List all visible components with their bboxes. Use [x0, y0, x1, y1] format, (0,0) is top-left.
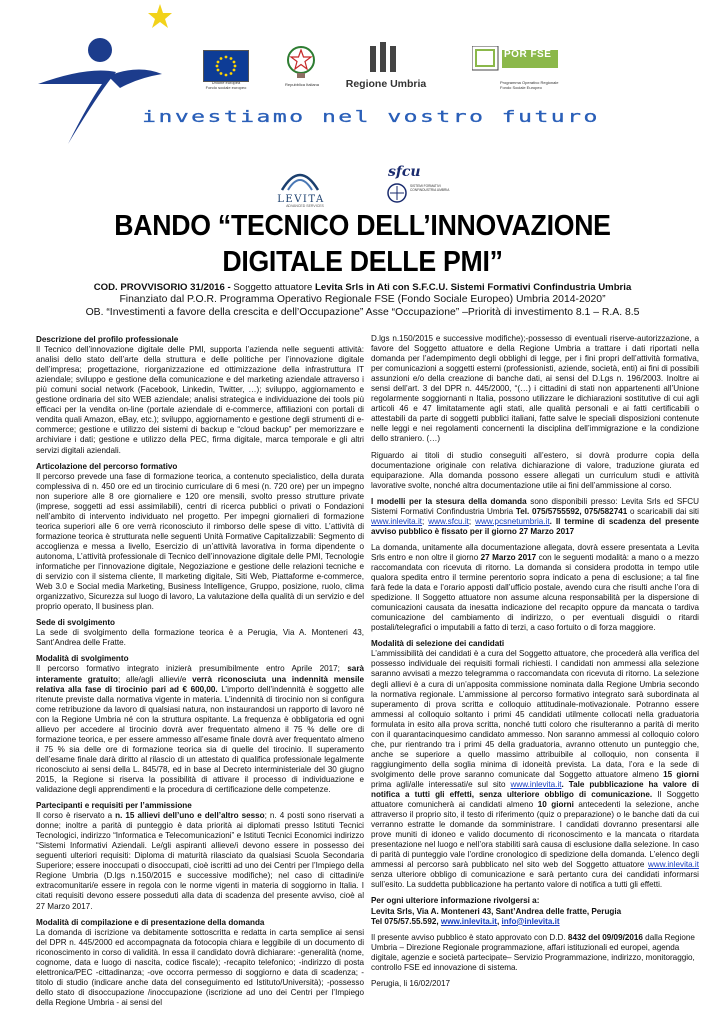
left-column	[36, 335, 364, 1014]
text-run: La domanda, unitamente alla documentazione allegata, dovrà essere presentata a Levita Srls entro e non oltre il giorno	[371, 542, 699, 562]
motto-text: investiamo nel vostro futuro	[142, 107, 600, 127]
sfcu-sub: SISTEMI FORMATIVI CONFINDUSTRIA UMBRIA	[410, 184, 450, 192]
text-run-bold: . Tale pubblicazione ha valore di notifica a tutti gli effetti, senza ulteriore obbligo di comunicazione.	[371, 779, 700, 800]
section-title: Modalità di svolgimento	[36, 654, 129, 664]
section-text: La sede di svolgimento della formazione teorica è a Perugia, Via A. Monteneri 43, Sant’Andrea delle Fratte.	[36, 628, 364, 648]
text-run: Il presente avviso pubblico è stato approvato con D.D.	[371, 932, 568, 942]
paragraph: Riguardo ai titoli di studio conseguiti all’estero, si dovrà produrre copia della documentazione originale con relativa dichiarazione di valore, traduzione giurata ed equiparazione. Alla domanda possono essere allegati un curriculum studi e attività lavorative svolte, nonché altra documentazione utile ai fini dell’ammissione al corso.	[371, 450, 699, 490]
link-inlevita[interactable]: www.inlevita.it	[440, 916, 498, 926]
project-code-line	[40, 282, 685, 294]
section-text	[36, 811, 364, 911]
text-run-bold: 8432 del 09/09/2016	[567, 932, 643, 942]
text-run-bold: Tel. 075/5755592, 075/582741	[515, 506, 628, 516]
section-title: Modalità di selezione dei candidati	[371, 639, 505, 649]
text-run-bold: verrà riconosciuta una indennità mensile relativa alla fase di tirocinio pari ad € 600,00.	[36, 674, 364, 694]
section-info	[371, 896, 699, 926]
text-run-bold: sarà interamente gratuito	[36, 664, 364, 684]
text-run-bold: 15 giorni	[663, 769, 699, 779]
link-sfcu[interactable]: www.sfcu.it	[428, 516, 469, 526]
section-profile	[36, 335, 364, 456]
section-title: Articolazione del percorso formativo	[36, 461, 178, 471]
region-name: Regione Umbria	[345, 78, 427, 90]
text-run: senza ulteriore obbligo di comunicazione e sarà pertanto cura dei candidati informarsi sull’esito. La suddetta pubblicazione ha pertanto valore di notifica a tutti gli effetti.	[371, 870, 699, 890]
paragraph: D.lgs n.150/2015 e successive modifiche);-possesso di eventuali riserve-autorizzazione, a favore del Soggetto attuatore e della Regione Umbria a trattare i dati riportati nella domanda per l’adempimento degli obblighi di legge, per i fini propri dell’attività formativa, per comunicazioni a soggetti esterni (professionisti, aziende, società, enti) ai fini di possibili assunzioni e/o della creazione di banche dati, ai sensi del D.Lgs n. 196/2003. Inoltre ai sensi dell’art. 3 del DPR n. 445/2000, “(…) i cittadini di stati non appartenenti all’Unione regolarmente soggiornanti n Italia, possono utilizzare le dichiarazioni sostitutive di cui agli articoli 46 e 47 limitatamente agli stati, alle qualità personali e ai fatti certificabili o attestabili da parte di soggetti pubblici italiani, fatte salve le speciali disposizioni contenute nelle leggi e nei regolamenti concernenti la disciplina dell’immigrazione e la condizione dello straniero. (…)	[371, 334, 699, 444]
right-column	[371, 334, 699, 995]
info-address: Levita Srls, Via A. Monteneri 43, Sant’Andrea delle fratte, Perugia	[371, 906, 622, 916]
info-title: Per ogni ulteriore informazione rivolgersi a:	[371, 896, 540, 906]
eu-caption: Unione europea Fondo sociale europeo	[205, 80, 247, 90]
title-line-2: DIGITALE DELLE PMI”	[222, 246, 503, 278]
section-structure	[36, 462, 364, 613]
text-run: L’importo dell’indennità è soggetto alle ritenute previste dalla normativa vigente in materia. L’indennità di tirocinio non si configura come retribuzione da lavoro di qualsiasi natura, non instaurandosi un rapporto di lavoro né con la Regione Umbria né con la struttura ospitante. La frequenza è obbligatoria ed ogni allievo per accedere al tirocinio dovrà aver frequentato almeno il 75 % delle ore di formazione teorica, e per essere ammesso all’esame finale dovrà aver frequentato almeno il 75 % sia delle ore di formazione teorica sia di quelle del tirocinio. Il superamento dell’esame finale darà diritto al rilascio di un attestato di qualifica professionale legalmente riconosciuto ai sensi della L. 845/78, ed in base al Decreto interministeriale del 30 giugno 2015, la Regione si riserva la possibilità di attivare il processo di individuazione e validazione degli apprendimenti e la procedura di certificazione delle competenze.	[36, 684, 365, 795]
paragraph-submission	[371, 543, 699, 633]
text-run: ; alle/agli allievi/e	[118, 674, 193, 684]
swoosh-logo	[28, 14, 168, 154]
funding-line: Finanziato dal P.O.R. Programma Operativo Regionale FSE (Fondo Sociale Europeo) Umbria 2014-2020”	[119, 294, 606, 305]
code-bold: Levita Srls in Ati con S.F.C.U. Sistemi Formativi Confindustria Umbria	[315, 282, 632, 293]
levita-name: LEVITA	[277, 194, 325, 205]
text-run-bold: n. 15 allievi dell’uno e dell’altro sesso	[115, 811, 265, 821]
document-date: Perugia, li 16/02/2017	[371, 978, 451, 988]
paragraph-approval	[371, 933, 699, 973]
section-text	[36, 664, 364, 795]
section-text: Il percorso prevede una fase di formazione teorica, a contenuto specialistico, della durata complessiva di n. 450 ore ed un tirocinio curriculare di 6 mesi (n. 720 ore) per un impegno non superiore alle 8 ore giornaliere e 120 ore mensili, svolto presso strutture private (imprese, soggetti ad essi assimilabili), centri di ricerca pubblici o privati o Fondazioni nell’ambito di intervento individuato nel progetto. Per impegni giornalieri di formazione teorica superiori alle 6 ore verrà riconosciuto il rimborso delle spese di vitto. L’attività di formazione teorica è strutturata nelle seguenti Unità Formative Capitalizzabili: Segmento di accoglienza e messa a livello, Esercizio di un’attività lavorativa in forma dipendente o autonoma, L’attività professionale di Tecnico dell’innovazione digitale delle PMI, Tecnologie informatiche per l’innovazione digitale, Negoziazione e gestione delle relazioni tecniche e di servizio con il sistema cliente, Il marketing digitale, Siti Web, Piattaforme e-commerce, Web 3.0 e Social media Marketing, Business Intelligence, Gruppo, posizione, ruolo, clima organizzativo, Sicurezza sul luogo di lavoro, La valutazione della qualità di un servizio e del proprio operato, Il business plan.	[36, 471, 364, 612]
text-run: antecedenti la selezione, anche attraverso il proprio sito, il testo di riferimento (quiz o preparazione) o le banche dati da cui verranno estratte le domande da somministrare. I candidati dovranno presentarsi alle prove muniti di idoneo e valido documento di riconoscimento e la mancata o ritardata presentazione nel luogo e nell’ora stabiliti sarà causa di esclusione dalla selezione. In caso di parità di punteggio vale l’ordine cronologico di spedizione della domanda. L’elenco degli ammessi al percorso sarà pubblicato nel sito web del Soggetto attuatore	[371, 800, 699, 870]
levita-sub: ADVANCED SERVICES	[286, 204, 324, 208]
text-run-bold: Tel 075/57.55.592,	[371, 916, 441, 926]
code-text: Soggetto attuatore	[230, 282, 315, 293]
section-application	[36, 918, 364, 1008]
text-run: con le seguenti modalità: a mano o a mezzo raccomandata con ricevuta di ritorno. La domanda si considera prodotta in tempo utile qualora spedita entro il termine perentorio sopra indicato a pena di esclusione; a tal fine farà fede la data e l’orario apposti dall’ufficio postale, avendo cura che risulti anche l’ora di spedizione. Il Soggetto attuatore non assume alcuna responsabilità per la dispersione di comunicazioni causata da inesatta indicazione del recapito oppure da mancata o tardiva comunicazione del cambiamento di indirizzo, o per eventuali disguidi o ritardi postali/telegrafici o imputabili a fatto di terzi, a caso fortuito o di forza maggiore.	[371, 552, 699, 633]
por-fse-caption: Programma Operativo Regionale Fondo Sociale Europeo	[500, 80, 559, 90]
text-run: Il corso è riservato a	[36, 811, 116, 821]
section-title: Partecipanti e requisiti per l’ammissione	[36, 801, 192, 811]
section-text	[371, 649, 699, 890]
text-run: Il Soggetto attuatore comunicherà ai candidati almeno	[371, 790, 699, 810]
text-run: ; n. 4 posti sono riservati a donne; inoltre a parità di punteggio è data priorità ai diplomati presso Istituti Tecnici Tecnologici, indirizzo “Informatica e Telecomunicazioni” e Istituti Tecnici Economici indirizzo “Sistemi Informativi Aziendali. Le/gli aspiranti allieve/i devono essere in possesso dei seguenti ulteriori requisiti: Diploma di maturità rilasciato da qualsiasi Scuola Secondaria Superiore; essere inoccupati o disoccupati, cioè iscritti ad uno dei Centri per l’Impiego della Regione Umbria (D.lgs n.150/2015 e successive modifiche); nel caso di cittadini/e extracomunitari/e essere in regola con le norme vigenti in materia di soggiorno in Italia. I citati requisiti devono essere posseduti alla data di scadenza del presente avviso, cioè al 27 Marzo 2017.	[36, 811, 364, 911]
text-run: prima agli/alle interessati/e sul sito	[371, 779, 511, 789]
eu-stars-icon	[204, 51, 248, 81]
text-run: dalla Regione Umbria – Direzione Regionale programmazione, affari istituzionali ed europei, agenda digitale, agenzie e società partecipate– Servizio Programmazione, indirizzo, monitoraggio, controllo FSE ed innovazione di sistema.	[371, 932, 695, 972]
text-run-bold: I modelli per la stesura della domanda	[371, 496, 527, 506]
sfcu-name: sfcu	[388, 164, 421, 180]
text-run-bold: ,	[497, 916, 502, 926]
motto-banner	[136, 104, 606, 130]
section-text: Il Tecnico dell’innovazione digitale delle PMI, supporta l’azienda nelle seguenti attività: analisi dello stato dell’arte della struttura e delle politiche per l’innovazione digitale dell’impresa; progettazione, riorganizzazione ed ottimizzazione della infrastruttura IT aziendale; sviluppo e gestione della comunicazione e del marketing aziendale attraverso i più comuni social network (Facebook, Linkedin, Twitter, …); sviluppo, aggiornamento e gestione ordinaria del sito WEB aziendale; analisi strategica e individuazione dei tools più efficaci per la vendita on-line (portale aziendale di e-commerce, affiliazioni con portali di vendita quali Amazon, eBay, etc.); sviluppo, aggiornamento e gestione degli strumenti di e-commerce; gestione e utilizzo dei sistemi di backup e “cloud backup” per memorizzare e archiviare i dati; gestione e utilizzo della PEC, firma digitale, marca temporale e gli altri servizi digitali aziendali.	[36, 345, 364, 455]
link-inlevita[interactable]: www.inlevita.it	[371, 516, 423, 526]
link-pcsnetumbria[interactable]: www.pcsnetumbria.it	[475, 516, 550, 526]
text-run-bold: 10 giorni	[537, 800, 574, 810]
text-run-bold: . Il termine di scadenza del presente avviso pubblico è fissato per il giorno 27 Marzo 2017	[371, 516, 700, 536]
section-selection	[371, 639, 699, 890]
sfcu-mark-icon	[386, 182, 408, 204]
code-label: COD. PROVVISORIO 31/2016 -	[93, 282, 231, 293]
text-run: ;	[468, 516, 476, 526]
info-contacts	[371, 917, 699, 927]
paragraph-forms	[371, 497, 699, 537]
regione-umbria-emblem-icon	[358, 40, 408, 76]
section-text: La domanda di iscrizione va debitamente sottoscritta e redatta in carta semplice ai sensi del DPR n. 445/2000 ed accompagnata da fotocopia chiara e leggibile di un documento di riconoscimento in corso di validità. In essa il candidato dovrà dichiarare: -generalità (nome, cognome, data e luogo di nascita, codice fiscale); -recapito telefonico; -indirizzo di posta elettronica/PEC -cittadinanza; -ove occorra permesso di soggiorno e data di scadenza; -titolo di studio (indicare anche data del conseguimento ed Istituto/Università); -possesso dello stato di disoccupazione /inoccupazione (iscrizione ad uno dei Centri per l’Impiego della Regione Umbria - ai sensi del	[36, 927, 364, 1007]
section-modalities	[36, 654, 364, 795]
section-title: Sede di svolgimento	[36, 618, 116, 628]
title-line-1: BANDO “TECNICO DELL’INNOVAZIONE	[114, 210, 611, 242]
section-title: Descrizione del profilo professionale	[36, 335, 179, 344]
text-run: Il percorso formativo integrato inizierà presumibilmente entro Aprile 2017;	[36, 664, 348, 674]
link-inlevita[interactable]: www.inlevita.it	[647, 860, 699, 870]
link-inlevita[interactable]: www.inlevita.it	[510, 779, 562, 789]
italian-republic-emblem-icon	[286, 44, 316, 80]
text-run: ;	[422, 516, 429, 526]
section-location	[36, 618, 364, 648]
eu-flag-logo	[203, 50, 249, 82]
objective-line: OB. “Investimenti a favore della crescita e dell’Occupazione” Asse “Occupazione” –Priorità di investimento 8.1 – R.A. 8.5	[85, 307, 640, 318]
page-title	[29, 208, 696, 280]
section-title: Modalità di compilazione e di presentazione della domanda	[36, 917, 265, 927]
por-fse-logo-text: POR FSE	[504, 49, 552, 60]
republic-caption: Repubblica Italiana	[284, 82, 320, 87]
link-email[interactable]: info@inlevita.it	[501, 916, 560, 926]
section-participants	[36, 801, 364, 912]
text-run: o scaricabili dai siti	[627, 506, 699, 516]
text-run: L’ammissibilità dei candidati è a cura del Soggetto attuatore, che procederà alla verifica del possesso individuale dei requisiti formali richiesti. I candidati non ammessi alla selezione saranno avvisati a mezzo telegramma o raccomandata con ricevuta di ritorno. La selezione degli allievi è a cura di un’apposita commissione nominata dalla Regione Umbria secondo la normativa regionale. L’ammissione al percorso formativo integrato sarà subordinata al superamento di prova scritta e colloquio attitudinale-motivazionale. Potranno essere ammessi al colloquio soltanto i primi 45 candidati utilmente collocati nella graduatoria formulata in esito alla prova scritta, nonché tutti coloro che risulteranno a parità di merito con il quarantacinquesimo candidato ammesso. Non saranno ammessi al colloquio coloro che, pur rientrando tra i primi 45 della graduatoria, avranno ottenuto un punteggio che, anche se superiore a quello massimo attribuibile al colloquio, non consenta il raggiungimento della soglia minima di idoneità prevista. La data, l’ora e la sede di svolgimento delle prove saranno comunicate dal Soggetto attuatore almeno	[371, 649, 699, 779]
text-run: sono disponibili presso: Levita Srls ed SFCU Sistemi Formativi Confindustria Umbria	[371, 496, 699, 516]
text-run-bold: 27 Marzo 2017	[480, 552, 537, 562]
